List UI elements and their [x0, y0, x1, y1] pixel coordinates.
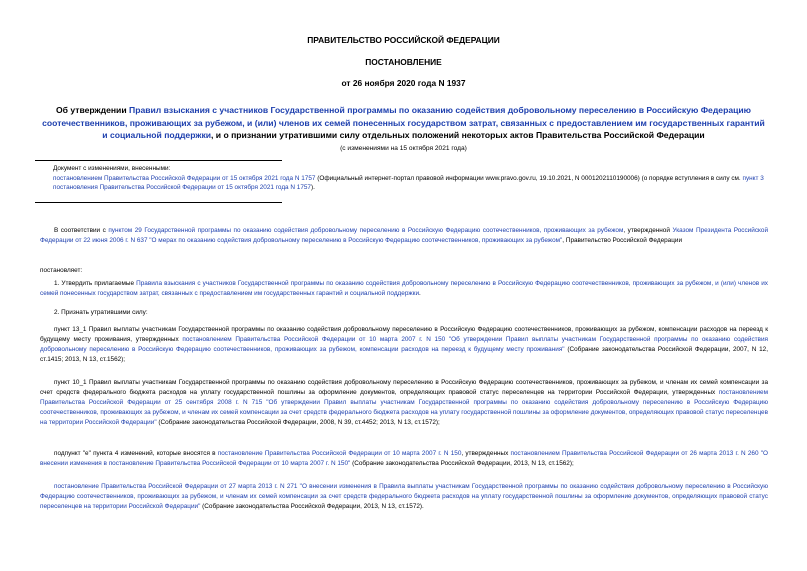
program-clause-29-link[interactable]: пунктом 29 Государственной программы по оказанию содействия добровольному переселению в Российскую Федерацию соотечественников, проживающих за рубежом [108, 227, 624, 234]
preamble-text-b: , утвержденной [623, 227, 673, 234]
repeal-item-3-text-a: подпункт "е" пункта 4 изменений, которые вносятся в [54, 450, 218, 457]
notes-bottom-divider [35, 202, 282, 203]
document-date-number: от 26 ноября 2020 года N 1937 [341, 78, 466, 88]
issuing-authority: ПРАВИТЕЛЬСТВО РОССИЙСКОЙ ФЕДЕРАЦИИ [307, 35, 500, 45]
amendments-note [53, 164, 773, 193]
approved-rules-link[interactable]: Правила взыскания с участников Государственной программы по оказанию содействия добровольному переселению в Российскую Федерацию соотечественников, проживающих за рубежом, и (или) членов их семей понесенных государством затрат, связанных с предоставлением им государственных гарантий и социальной поддержки [40, 280, 768, 297]
repeal-item-3-text-c: (Собрание законодательства Российской Федерации, 2013, N 13, ст.1562); [350, 459, 574, 467]
repeal-item-2-text-b: (Собрание законодательства Российской Федерации, 2008, N 39, ст.4452; 2013, N 13, ст.1572); [156, 418, 440, 426]
amendment-entry-into-force-link[interactable]: пункт 3 постановления Правительства Российской Федерации от 15 октября 2021 года N 1757 [53, 174, 764, 192]
preamble-text-a: В соответствии с [54, 227, 109, 234]
clause-1-text-a: 1. Утвердить прилагаемые [54, 280, 137, 287]
repeal-item-3 [40, 449, 768, 469]
amendments-heading: Документ с изменениями, внесенными: [53, 165, 171, 172]
clause-2-heading: 2. Признать утратившими силу: [54, 309, 148, 316]
amendments-text [53, 174, 773, 193]
notes-top-divider [35, 160, 282, 161]
preamble-text-c: , Правительство Российской Федерации [562, 236, 683, 244]
repeal-item-4 [40, 482, 768, 512]
repeal-item-3-text-b: , утвержденных [461, 450, 511, 457]
document-type: ПОСТАНОВЛЕНИЕ [365, 57, 442, 67]
repeal-item-4-text-b: (Собрание законодательства Российской Федерации, 2013, N 13, ст.1572). [200, 502, 424, 510]
decree-150-ref-link[interactable]: постановление Правительства Российской Федерации от 10 марта 2007 г. N 150 [217, 450, 462, 457]
decree-260-link[interactable]: постановлением Правительства Российской Федерации от 26 марта 2013 г. N 260 "О внесении изменения в постановление Правительства Российской Федерации от 10 марта 2007 г. N 150" [40, 450, 768, 467]
clause-1-text-b: . [419, 289, 421, 297]
preamble-paragraph [40, 226, 768, 246]
decree-150-link[interactable]: постановлением Правительства Российской Федерации от 10 марта 2007 г. N 150 "Об утверждении Правил выплаты участникам Государственной программы по оказанию содействия добровольному переселению в Российскую Федерацию соотечественников, проживающих за рубежом, компенсации расходов на переезд к будущему месту проживания" [40, 335, 768, 353]
title-suffix: , и о признании утратившими силу отдельных положений некоторых актов Правительства Российской Федерации [211, 130, 705, 141]
presidential-decree-637-link[interactable]: Указом Президента Российской Федерации от 22 июня 2006 г. N 637 "О мерах по оказанию содействия добровольному переселению в Российскую Федерацию соотечественников, проживающих за рубежом" [40, 227, 769, 244]
decree-715-link[interactable]: постановлением Правительства Российской Федерации от 25 сентября 2008 г. N 715 "Об утверждении Правил выплаты участникам Государственной программы по оказанию содействия добровольному переселению в Российскую Федерацию соотечественников, проживающих за рубежом, и членам их семей компенсации за счет средств федерального бюджета расходов на уплату государственной пошлины за оформление документов, определяющих правовой статус переселенцев на территории Российской Федерации" [40, 388, 768, 426]
amendment-source-text: (Официальный интернет-портал правовой информации www.pravo.gov.ru, 19.10.2021, N 0001202110190006) (о порядке вступления в силу см. [315, 174, 743, 182]
amendment-closing-text: ). [310, 184, 315, 192]
clause-1-paragraph [40, 279, 768, 299]
repeal-item-1 [40, 325, 768, 365]
title-prefix: Об утверждении [55, 105, 130, 115]
title-rules-link[interactable]: Правил взыскания с участников Государственной программы по оказанию содействия добровольному переселению в Российскую Федерацию соотечественников, проживающих за рубежом, и (или) членов их семей понесенных государством затрат, связанных с предоставлением им государственных гарантий и социальной поддержки [42, 105, 765, 141]
decides-line: постановляет: [40, 267, 83, 274]
revision-note: (с изменениями на 15 октября 2021 года) [340, 145, 467, 152]
repeal-item-2 [40, 378, 768, 428]
repeal-item-2-text-a: пункт 10_1 Правил выплаты участникам Государственной программы по оказанию содействия добровольному переселению в Российскую Федерацию соотечественников, проживающих за рубежом, и членам их семей компенсации за счет средств федерального бюджета расходов на уплату государственной пошлины за оформление документов, определяющих правовой статус переселенцев на территории Российской Федерации, утвержденных [40, 379, 768, 396]
amendment-decree-link[interactable]: постановлением Правительства Российской Федерации от 15 октября 2021 года N 1757 [53, 174, 316, 182]
repeal-item-1-text-a: пункт 13_1 Правил выплаты участникам Государственной программы по оказанию содействия добровольному переселению в Российскую Федерацию соотечественников, проживающих за рубежом, компенсации расходов на переезд к будущему месту проживания, утвержденных [40, 326, 768, 343]
decree-271-link[interactable]: постановление Правительства Российской Федерации от 27 марта 2013 г. N 271 "О внесении изменения в Правила выплаты участникам Государственной программы по оказанию содействия добровольному переселению в Российскую Федерацию соотечественников, проживающих за рубежом, и членам их семей компенсации за счет средств федерального бюджета расходов на уплату государственной пошлины за оформление документов, определяющих правовой статус переселенцев на территории Российской Федерации" [40, 483, 768, 510]
document-title [40, 104, 767, 142]
repeal-item-1-text-b: (Собрание законодательства Российской Федерации, 2007, N 12, ст.1415; 2013, N 13, ст.1562); [40, 345, 768, 363]
